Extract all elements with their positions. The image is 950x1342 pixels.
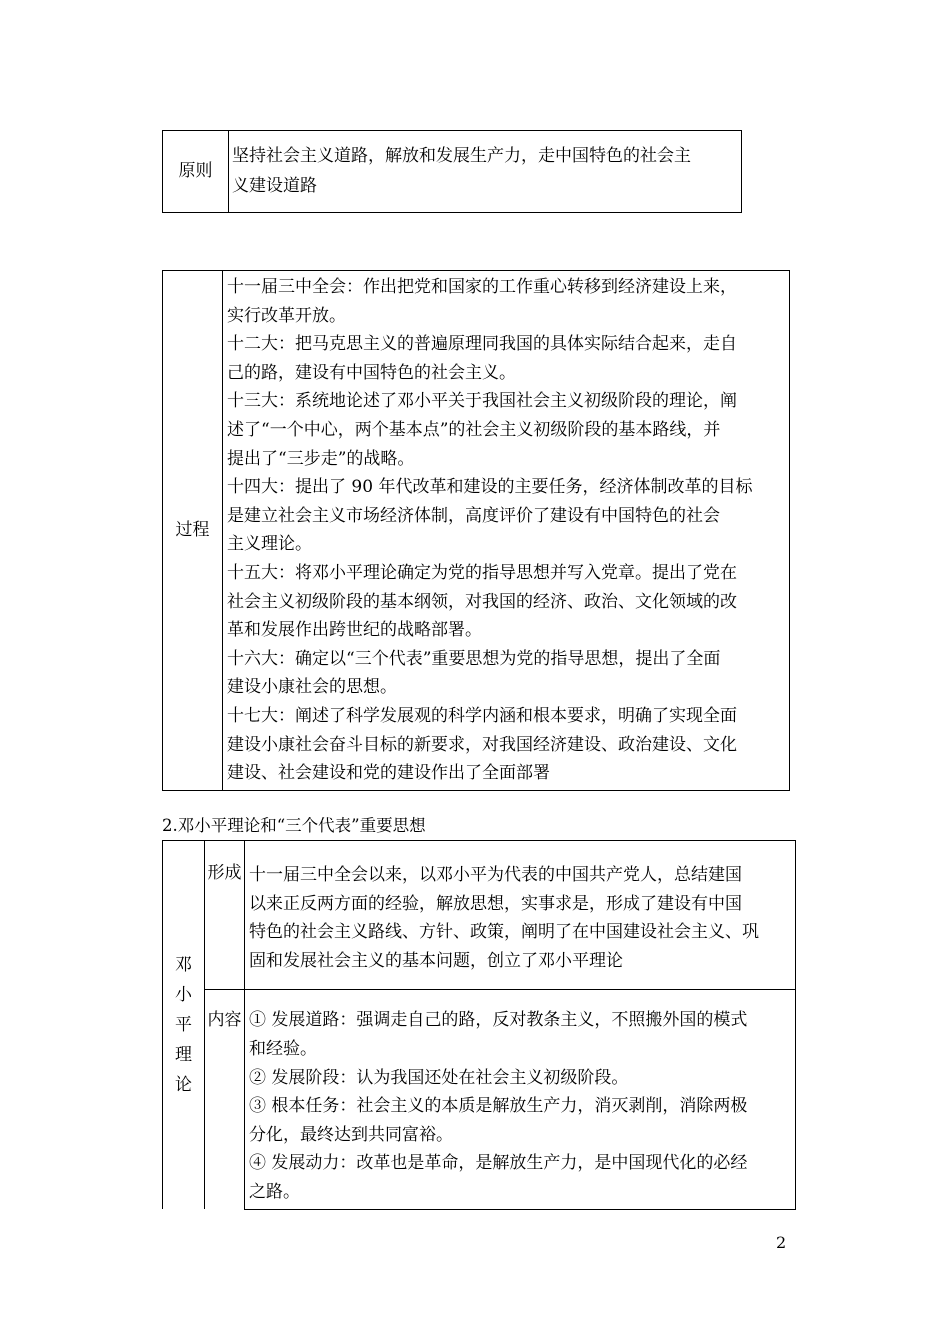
principle-label: 原则 <box>163 131 229 213</box>
process-label: 过程 <box>163 271 223 791</box>
process-line: 十一届三中全会：作出把党和国家的工作重心转移到经济建设上来， <box>227 277 737 297</box>
process-line: 十五大：将邓小平理论确定为党的指导思想并写入党章。提出了党在 <box>227 562 737 583</box>
principle-line: 坚持社会主义道路，解放和发展生产力，走中国特色的社会主 <box>232 146 691 166</box>
process-table <box>162 270 790 791</box>
principle-text <box>229 131 742 213</box>
process-line: 十七大：阐述了科学发展观的科学内涵和根本要求，明确了实现全面 <box>227 705 737 726</box>
content-line: 之路。 <box>249 1181 300 1202</box>
content-line: 和经验。 <box>249 1038 317 1059</box>
deng-theory-label-char: 论 <box>175 1075 192 1096</box>
process-line: 实行改革开放。 <box>227 305 346 326</box>
formation-label: 形成 <box>205 841 245 990</box>
content-line: ④ 发展动力：改革也是革命，是解放生产力，是中国现代化的必经 <box>249 1153 748 1174</box>
principle-line: 义建设道路 <box>232 176 317 196</box>
content-line: ① 发展道路：强调走自己的路，反对教条主义，不照搬外国的模式 <box>249 1010 748 1031</box>
process-line: 革和发展作出跨世纪的战略部署。 <box>227 620 482 641</box>
formation-line: 特色的社会主义路线、方针、政策，阐明了在中国建设社会主义、巩 <box>249 922 759 943</box>
deng-theory-label-char: 小 <box>175 985 192 1006</box>
process-text <box>223 271 790 791</box>
deng-theory-label-char: 理 <box>175 1045 192 1066</box>
formation-line: 十一届三中全会以来，以邓小平为代表的中国共产党人，总结建国 <box>249 865 742 885</box>
process-line: 社会主义初级阶段的基本纲领，对我国的经济、政治、文化领域的改 <box>227 591 737 612</box>
process-line: 建设、社会建设和党的建设作出了全面部署 <box>227 763 550 784</box>
formation-line: 以来正反两方面的经验，解放思想，实事求是，形成了建设有中国 <box>249 893 742 914</box>
process-line: 十四大：提出了 90 年代改革和建设的主要任务，经济体制改革的目标 <box>227 477 753 498</box>
process-line: 是建立社会主义市场经济体制，高度评价了建设有中国特色的社会 <box>227 505 720 526</box>
page-number: 2 <box>776 1233 787 1252</box>
content-text <box>245 990 796 1209</box>
content-line: ③ 根本任务：社会主义的本质是解放生产力，消灭剥削，消除两极 <box>249 1096 748 1117</box>
section-heading: 2.邓小平理论和“三个代表”重要思想 <box>162 816 426 835</box>
deng-theory-table <box>162 840 796 1210</box>
process-line: 述了“一个中心，两个基本点”的社会主义初级阶段的基本路线，并 <box>227 419 721 440</box>
process-line: 建设小康社会的思想。 <box>227 677 397 698</box>
content-line: 分化，最终达到共同富裕。 <box>249 1124 453 1145</box>
formation-text <box>245 841 796 990</box>
formation-line: 固和发展社会主义的基本问题，创立了邓小平理论 <box>249 950 623 971</box>
process-line: 十六大：确定以“三个代表”重要思想为党的指导思想，提出了全面 <box>227 648 721 669</box>
deng-theory-label-char: 平 <box>175 1015 192 1036</box>
process-line: 提出了“三步走”的战略。 <box>227 448 415 469</box>
process-line: 己的路，建设有中国特色的社会主义。 <box>227 362 516 383</box>
principle-table <box>162 130 742 213</box>
process-line: 十二大：把马克思主义的普遍原理同我国的具体实际结合起来，走自 <box>227 334 737 355</box>
deng-theory-label <box>163 841 205 1210</box>
process-line: 主义理论。 <box>227 534 312 555</box>
content-line: ② 发展阶段：认为我国还处在社会主义初级阶段。 <box>249 1067 629 1088</box>
content-label: 内容 <box>205 990 245 1209</box>
process-line: 建设小康社会奋斗目标的新要求，对我国经济建设、政治建设、文化 <box>227 734 737 755</box>
process-line: 十三大：系统地论述了邓小平关于我国社会主义初级阶段的理论，阐 <box>227 391 737 412</box>
deng-theory-label-char: 邓 <box>175 955 192 976</box>
